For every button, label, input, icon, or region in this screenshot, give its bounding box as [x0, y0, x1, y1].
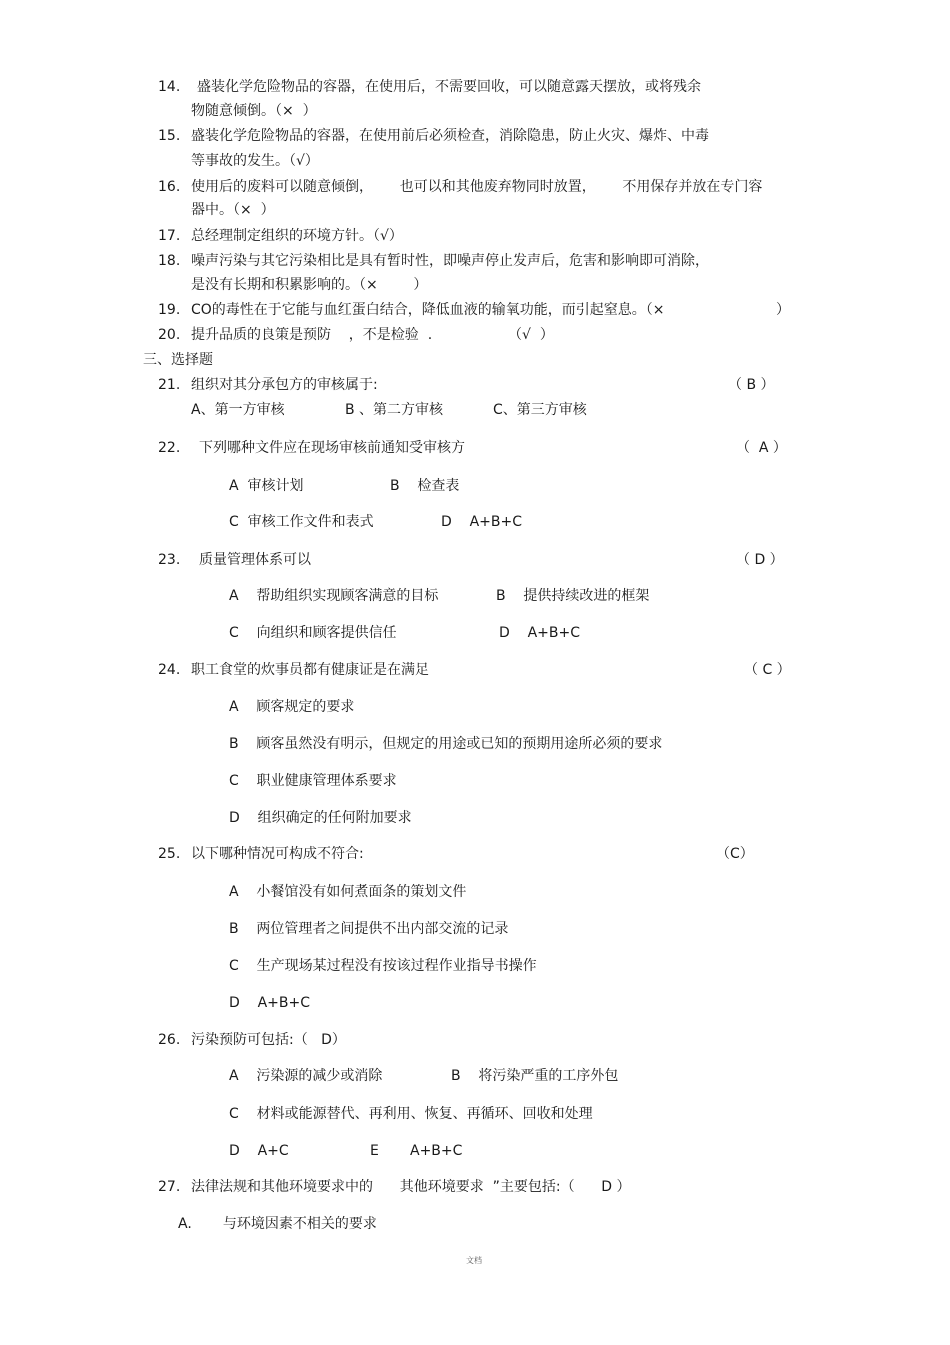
item-17-text: 总经理制定组织的环境方针。（√）: [191, 228, 403, 244]
item-21-question: 组织对其分承包方的审核属于:: [191, 377, 378, 393]
item-27-option-a: A. 与环境因素不相关的要求: [178, 1216, 377, 1232]
item-22-option-d: D A+B+C: [441, 514, 522, 530]
item-21-answer: （ B ）: [728, 377, 775, 393]
item-23-number: 23.: [158, 552, 181, 568]
item-23-answer: （ D ）: [736, 552, 784, 568]
item-26-option-d: D A+C: [229, 1143, 289, 1159]
item-17-number: 17.: [158, 228, 181, 244]
item-15-text: 盛装化学危险物品的容器，在使用前后必须检查，消除隐患，防止火灾、爆炸、中毒: [191, 128, 709, 144]
item-21-option-c: C、第三方审核: [493, 402, 587, 418]
item-14-number: 14.: [158, 79, 181, 95]
item-14-text-cont: 物随意倾倒。（× ）: [191, 103, 317, 119]
item-26-option-a: A 污染源的减少或消除: [229, 1068, 383, 1084]
item-25-option-a: A 小餐馆没有如何煮面条的策划文件: [229, 884, 467, 900]
item-24-number: 24.: [158, 662, 181, 678]
section-title: 三、选择题: [143, 352, 213, 368]
item-16-text-cont: 器中。（× ）: [191, 202, 275, 218]
item-24-option-d: D 组织确定的任何附加要求: [229, 810, 412, 826]
item-21-option-b: B 、第二方审核: [345, 402, 444, 418]
item-20-text: 提升品质的良策是预防 ，不是检验 .: [191, 327, 433, 343]
item-18-number: 18.: [158, 253, 181, 269]
item-27-number: 27.: [158, 1179, 181, 1195]
item-22-option-c: C 审核工作文件和表式: [229, 514, 374, 530]
item-19-answer-close: ）: [776, 302, 790, 318]
item-22-number: 22.: [158, 440, 181, 456]
item-25-number: 25.: [158, 846, 181, 862]
item-18-text-cont: 是没有长期和积累影响的。（× ）: [191, 277, 428, 293]
item-26-option-e: E A+B+C: [370, 1143, 463, 1159]
item-25-answer: （C）: [716, 846, 754, 862]
item-26-question: 污染预防可包括:（ D）: [191, 1032, 346, 1048]
item-26-number: 26.: [158, 1032, 181, 1048]
item-18-text: 噪声污染与其它污染相比是具有暂时性，即噪声停止发声后，危害和影响即可消除，: [191, 253, 709, 269]
item-25-option-c: C 生产现场某过程没有按该过程作业指导书操作: [229, 958, 537, 974]
item-19-text: CO的毒性在于它能与血红蛋白结合，降低血液的输氧功能，而引起窒息。（×: [191, 302, 665, 318]
item-20-answer: （√ ）: [508, 327, 554, 343]
item-21-option-a: A、第一方审核: [191, 402, 285, 418]
item-23-option-b: B 提供持续改进的框架: [496, 588, 650, 604]
item-24-option-c: C 职业健康管理体系要求: [229, 773, 397, 789]
item-24-question: 职工食堂的炊事员都有健康证是在满足: [191, 662, 429, 678]
item-27-question: 法律法规和其他环境要求中的 其他环境要求 ”主要包括:（ D ）: [191, 1179, 631, 1195]
item-23-option-d: D A+B+C: [499, 625, 580, 641]
item-15-text-cont: 等事故的发生。（√）: [191, 153, 319, 169]
item-19-number: 19.: [158, 302, 181, 318]
item-23-option-a: A 帮助组织实现顾客满意的目标: [229, 588, 439, 604]
item-16-text: 使用后的废料可以随意倾倒， 也可以和其他废弃物同时放置， 不用保存并放在专门容: [191, 179, 763, 195]
item-15-number: 15.: [158, 128, 181, 144]
item-14-text: 盛装化学危险物品的容器，在使用后，不需要回收，可以随意露天摆放，或将残余: [197, 79, 701, 95]
item-26-option-c: C 材料或能源替代、再利用、恢复、再循环、回收和处理: [229, 1106, 593, 1122]
page-footer: 文档: [466, 1256, 482, 1265]
item-24-option-a: A 顾客规定的要求: [229, 699, 355, 715]
item-20-number: 20.: [158, 327, 181, 343]
item-21-number: 21.: [158, 377, 181, 393]
item-26-option-b: B 将污染严重的工序外包: [451, 1068, 619, 1084]
item-24-answer: （ C ）: [744, 662, 791, 678]
item-24-option-b: B 顾客虽然没有明示，但规定的用途或已知的预期用途所必须的要求: [229, 736, 663, 752]
item-22-option-b: B 检查表: [390, 478, 460, 494]
item-22-option-a: A 审核计划: [229, 478, 304, 494]
item-23-question: 质量管理体系可以: [199, 552, 311, 568]
item-23-option-c: C 向组织和顾客提供信任: [229, 625, 397, 641]
item-25-question: 以下哪种情况可构成不符合:: [191, 846, 364, 862]
item-16-number: 16.: [158, 179, 181, 195]
item-22-answer: （ A ）: [736, 440, 787, 456]
item-25-option-d: D A+B+C: [229, 995, 310, 1011]
item-25-option-b: B 两位管理者之间提供不出内部交流的记录: [229, 921, 509, 937]
item-22-question: 下列哪种文件应在现场审核前通知受审核方: [199, 440, 465, 456]
